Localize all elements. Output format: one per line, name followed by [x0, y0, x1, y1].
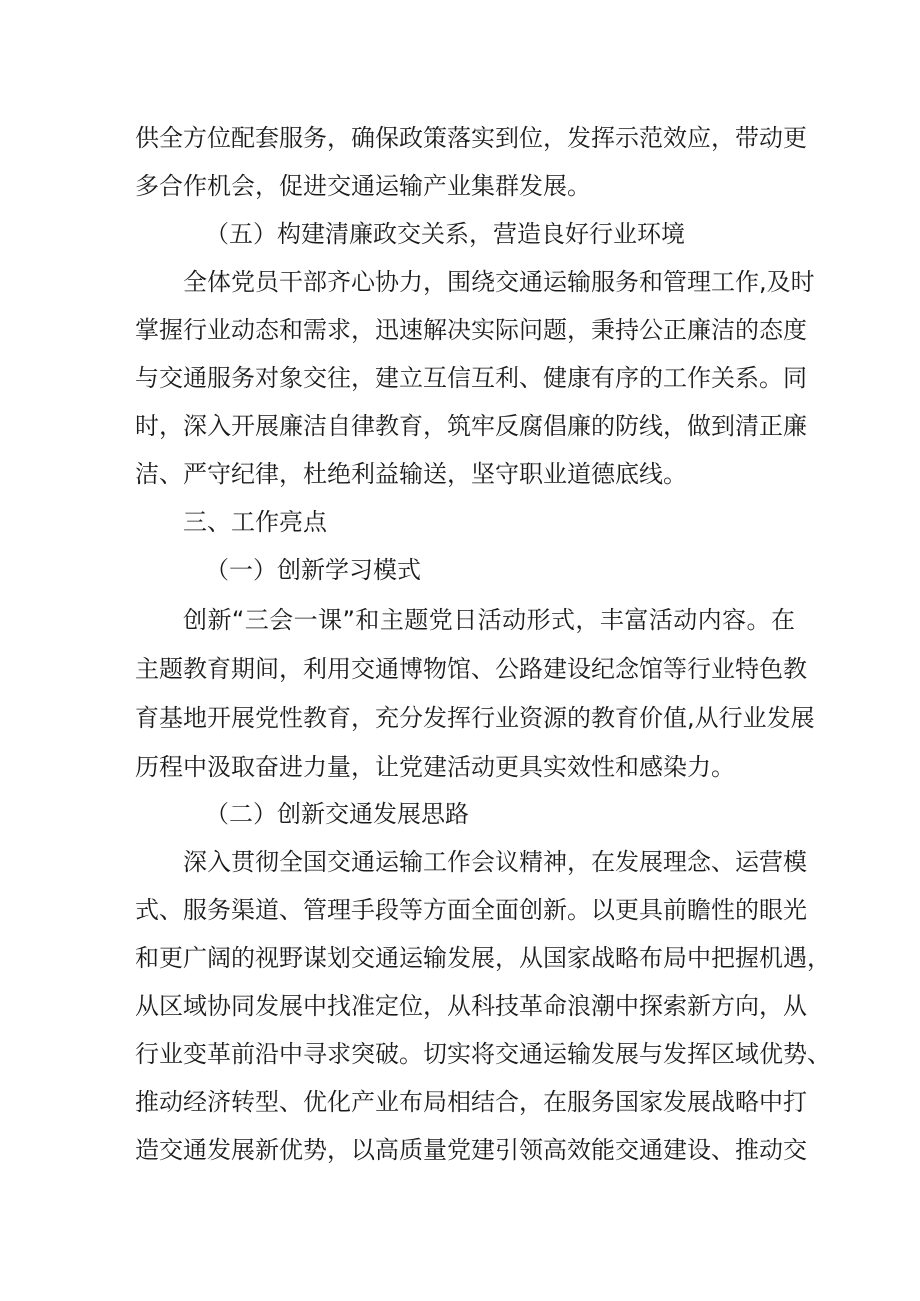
- chapter-heading: 三、工作亮点: [183, 508, 327, 536]
- paragraph-line: 深入贯彻全国交通运输工作会议精神，在发展理念、运营模: [183, 848, 807, 876]
- paragraph-line: 主题教育期间，利用交通博物馆、公路建设纪念馆等行业特色教: [135, 655, 807, 683]
- paragraph-line: 供全方位配套服务，确保政策落实到位，发挥示范效应，带动更: [135, 124, 807, 152]
- paragraph-line: 从区域协同发展中找准定位，从科技革命浪潮中探索新方向，从: [135, 992, 807, 1020]
- paragraph-line: 行业变革前沿中寻求突破。切实将交通运输发展与发挥区域优势、: [135, 1040, 831, 1068]
- paragraph-line: 创新“三会一课”和主题党日活动形式，丰富活动内容。在: [183, 606, 795, 634]
- paragraph-line: 历程中汲取奋进力量，让党建活动更具实效性和感染力。: [135, 753, 735, 781]
- paragraph-line: 造交通发展新优势，以高质量党建引领高效能交通建设、推动交: [135, 1136, 807, 1164]
- paragraph-line: 推动经济转型、优化产业布局相结合，在服务国家发展战略中打: [135, 1088, 807, 1116]
- paragraph-line: 时，深入开展廉洁自律教育，筑牢反腐倡廉的防线，做到清正廉: [135, 412, 807, 440]
- paragraph-line: 与交通服务对象交往，建立互信互利、健康有序的工作关系。同: [135, 364, 807, 392]
- section-heading: （五）构建清廉政交关系，营造良好行业环境: [205, 220, 685, 248]
- paragraph-line: 掌握行业动态和需求，迅速解决实际问题，秉持公正廉洁的态度: [135, 316, 807, 344]
- paragraph-line: 式、服务渠道、管理手段等方面全面创新。以更具前瞻性的眼光: [135, 896, 807, 924]
- paragraph-line: 洁、严守纪律，杜绝利益输送，坚守职业道德底线。: [135, 460, 687, 488]
- section-heading: （一）创新学习模式: [205, 556, 421, 584]
- paragraph-line: 全体党员干部齐心协力，围绕交通运输服务和管理工作,及时: [183, 268, 815, 296]
- paragraph-line: 多合作机会，促进交通运输产业集群发展。: [135, 172, 591, 200]
- section-heading: （二）创新交通发展思路: [205, 800, 469, 828]
- paragraph-line: 和更广阔的视野谋划交通运输发展，从国家战略布局中把握机遇，: [135, 944, 831, 972]
- paragraph-line: 育基地开展党性教育，充分发挥行业资源的教育价值,从行业发展: [135, 704, 815, 732]
